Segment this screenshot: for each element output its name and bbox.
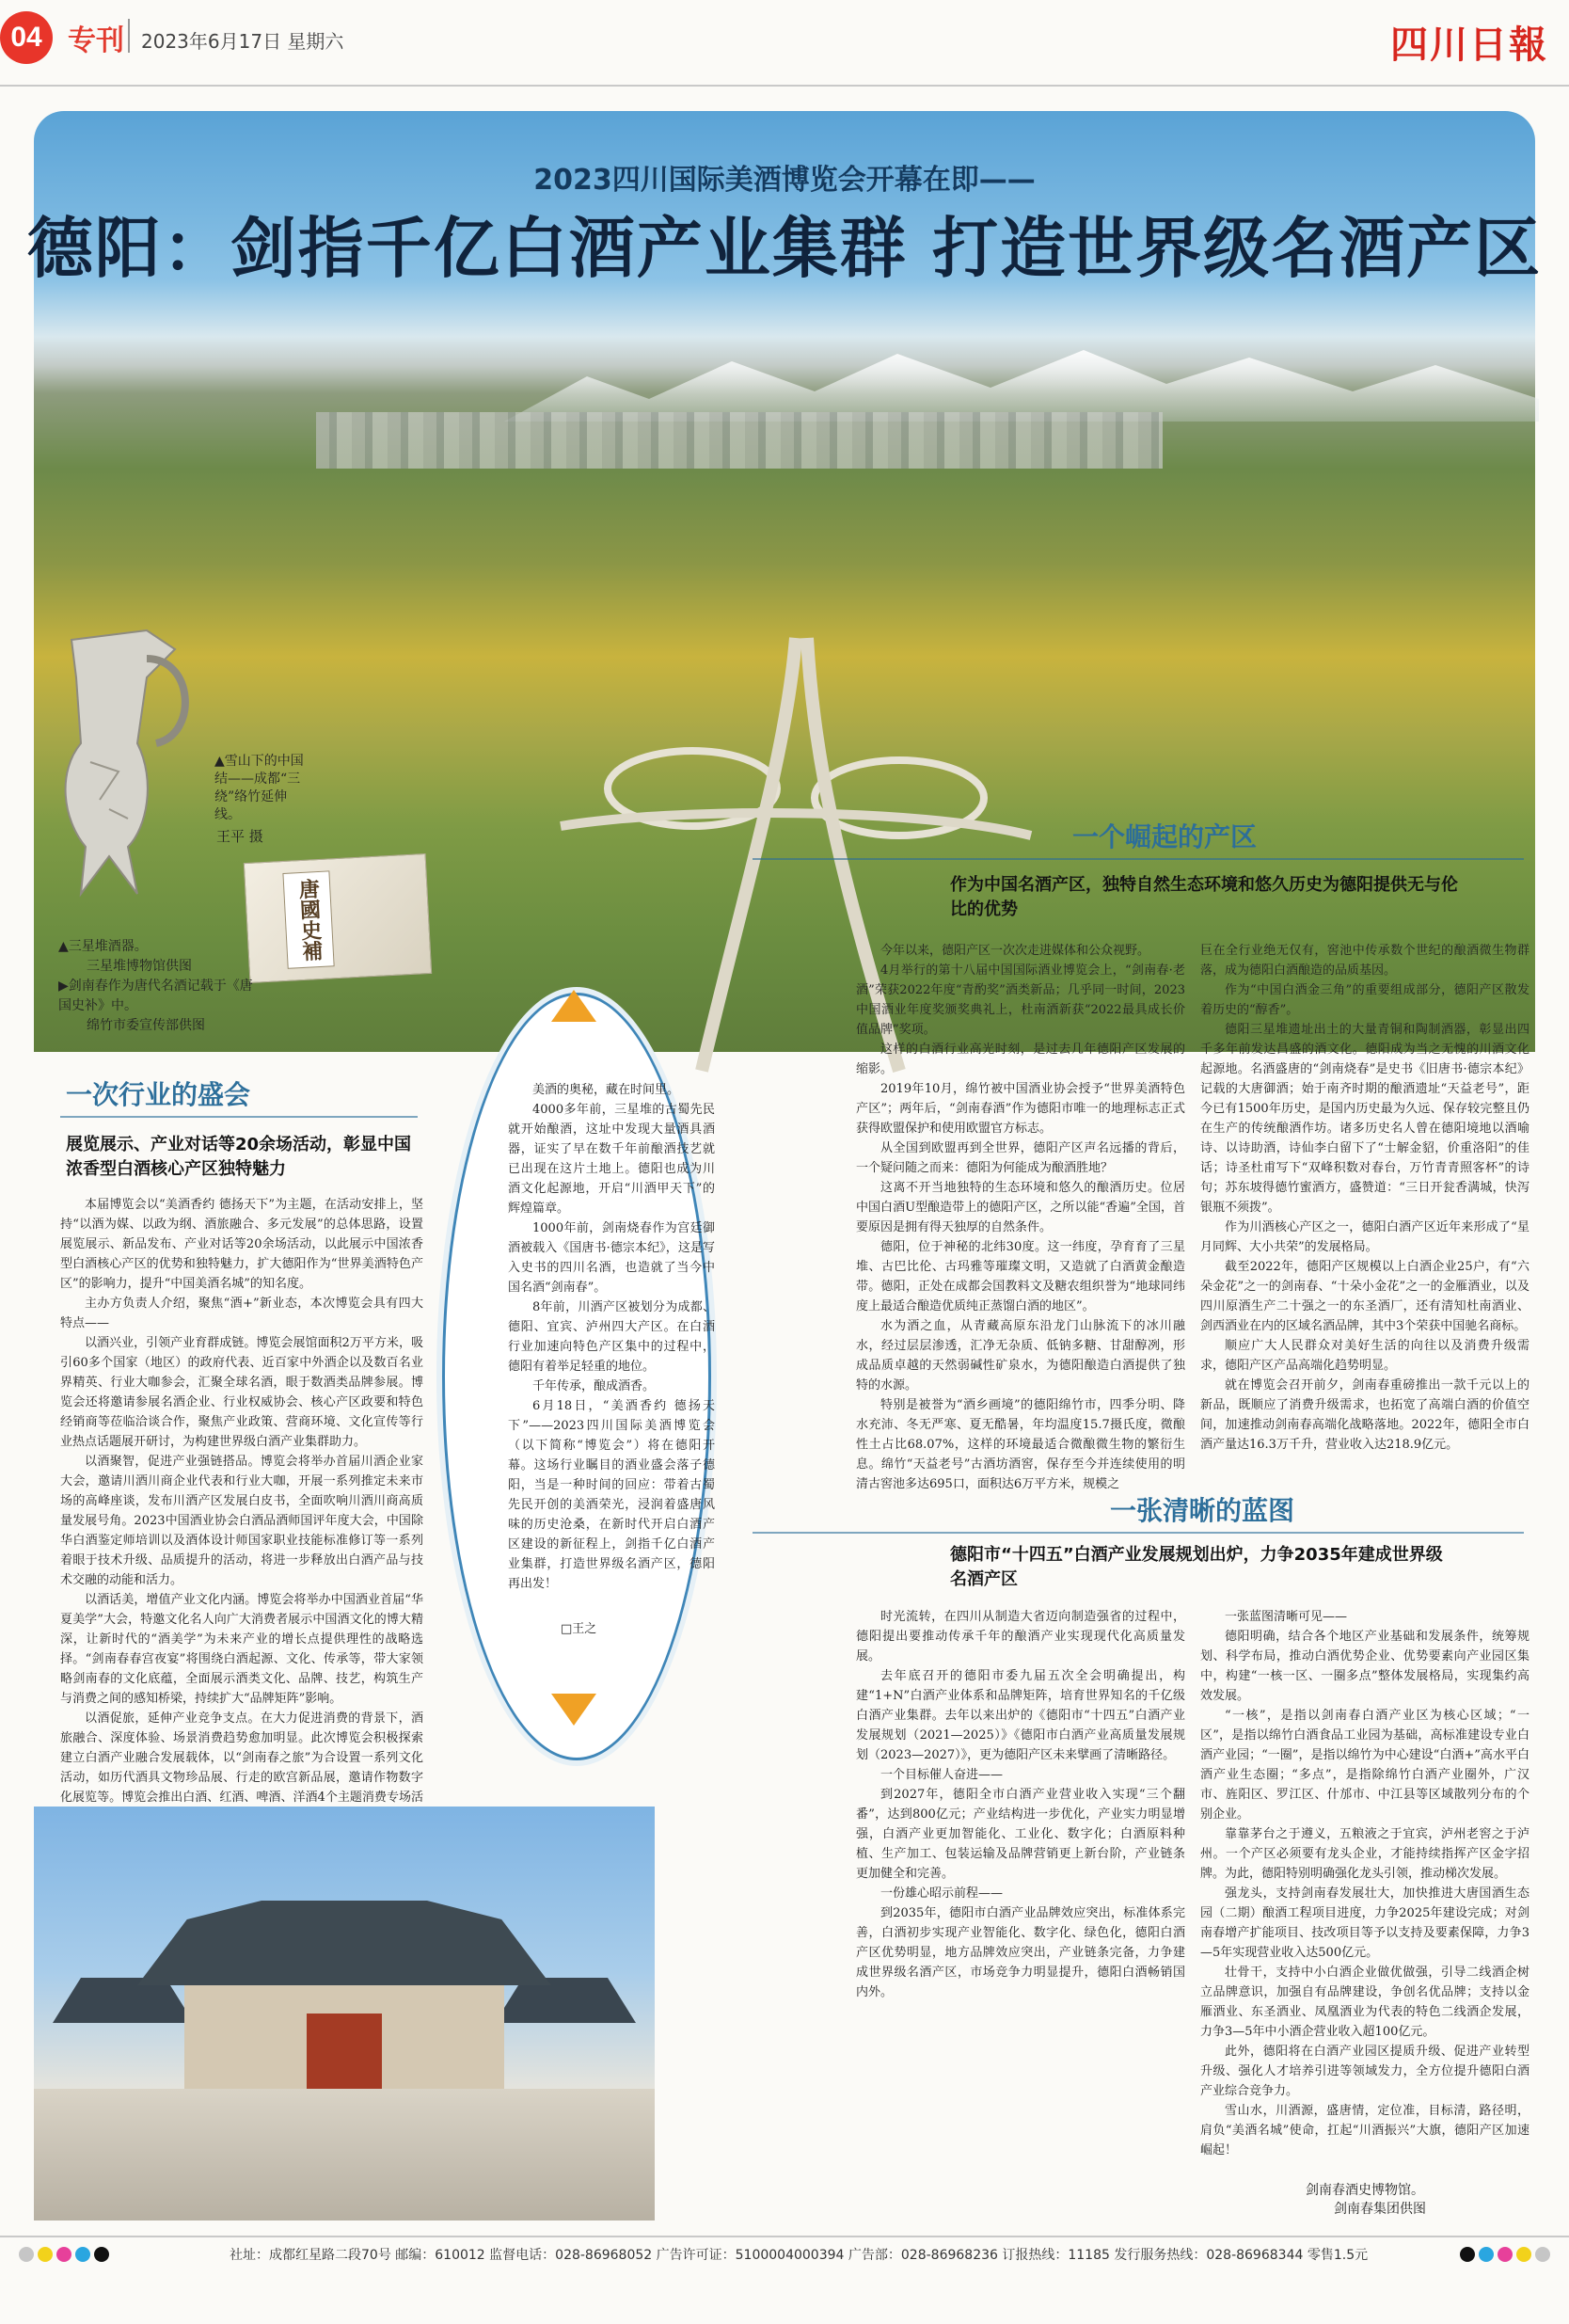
section-3-column-b xyxy=(1200,1607,1529,2172)
registration-dot xyxy=(1535,2247,1550,2262)
paragraph: 截至2022年，德阳产区规模以上白酒企业25户，有“六朵金花”之一的剑南春、“十朵小金花”之一的金雁酒业，以及四川原酒生产二十强之一的东圣酒厂，还有清知杜南酒业、剑西酒业在内的区域名酒品牌，其中3个荣获中国驰名商标。 xyxy=(1200,1260,1529,1333)
paragraph: 这离不开当地独特的生态环境和悠久的酿酒历史。位居中国白酒U型酿造带上的德阳产区，之所以能“香遍”全国，首要原因是拥有得天独厚的自然条件。 xyxy=(856,1181,1185,1234)
paragraph: 到2027年，德阳全市白酒产业营业收入实现“三个翻番”，达到800亿元；产业结构进一步优化，产业实力明显增强，白酒产业更加智能化、工业化、数字化；白酒原料种植、生产加工、包装运输及品牌营销更上新台阶，产业链条更加健全和完善。 xyxy=(856,1788,1185,1881)
tang-guoshibu-book-image xyxy=(244,853,432,983)
paragraph: 德阳明确，结合各个地区产业基础和发展条件，统筹规划、科学布局，推动白酒优势企业、优势要素向产业园区集中，构建“一核一区、一圈多点”整体发展格局，实现集约高效发展。 xyxy=(1200,1630,1529,1703)
section-1-rule xyxy=(60,1116,418,1118)
paragraph: 到2035年，德阳市白酒产业品牌效应突出，标准体系完善，白酒初步实现产业智能化、数字化、绿色化，德阳白酒产区优势明显，地方品牌效应突出，产业链条完备，力争建成世界级名酒产区，市场竞争力明显提升，德阳白酒畅销国内外。 xyxy=(856,1906,1185,1999)
paragraph: 此外，德阳将在白酒产业园区提质升级、促进产业转型升级、强化人才培养引进等领域发力，全方位提升德阳白酒产业综合竞争力。 xyxy=(1200,2045,1529,2098)
artifact-caption-1: ▲三星堆酒器。 xyxy=(58,939,148,954)
paragraph: 本届博览会以“美酒香约 德扬天下”为主题，在活动安排上，坚持“以酒为媒、以政为纲、酒旅融合、多元发展”的总体思路，设置展览展示、新品发布、产业对话等20余场活动，以此展示中国浓香型白酒核心产区的优势和独特魅力，扩大德阳作为“世界美酒特色产区”的影响力，提升“中国美酒名城”的知名度。 xyxy=(60,1198,423,1291)
section-3-subhead: 德阳市“十四五”白酒产业发展规划出炉，力争2035年建成世界级名酒产区 xyxy=(950,1545,1443,1589)
museum-door xyxy=(307,2014,382,2089)
paragraph: 2019年10月，绵竹被中国酒业协会授予“世界美酒特色产区”；两年后，“剑南春酒”作为德阳市唯一的地理标志正式获得欧盟保护和使用欧盟官方标志。 xyxy=(856,1082,1185,1136)
museum-caption-text: 剑南春酒史博物馆。 xyxy=(1306,2183,1424,2198)
paragraph: 德阳，位于神秘的北纬30度。这一纬度，孕育育了三星堆、古巴比伦、古玛雅等璀璨文明，又造就了白酒黄金酿造带。德阳，正处在成都会国教料文及糖农组织誉为“地球同纬度上最适合酿造优质纯正蒸馏白酒的地区”。 xyxy=(856,1240,1185,1313)
paragraph: 美酒的奥秘，藏在时间里。 xyxy=(532,1083,680,1097)
wine-museum-photo xyxy=(34,1807,655,2221)
section-2-title: 一个崛起的产区 xyxy=(1072,821,1258,852)
paragraph: 以酒话美，增值产业文化内涵。博览会将举办中国酒业首届“华夏美学”大会，特邀文化名人向广大消费者展示中国酒文化的博大精深，让新时代的“酒美学”为未来产业的增长点提供理性的战略选择。“剑南春春宫夜宴”将围绕白酒起源、文化、传承等，带大家领略剑南春的文化底蕴，全面展示酒类文化、品牌、技艺，构筑生产与消费之间的感知桥梁，持续扩大“品牌矩阵”影响。 xyxy=(60,1593,423,1706)
registration-dot xyxy=(1479,2247,1494,2262)
paragraph: 6月18日，“美酒香约 德扬天下”——2023四川国际美酒博览会（以下简称“博览会”）将在德阳开幕。这场行业瞩目的酒业盛会落子德阳，当是一种时间的回应：带着古蜀先民开创的美酒荣光，浸润着盛唐风味的历史沧桑，在新时代开启白酒产区建设的新征程上，剑指千亿白酒产业集群，打造世界级名酒产区，德阳再出发！ xyxy=(508,1399,715,1591)
issue-date: 2023年6月17日 星期六 xyxy=(141,30,344,53)
section-3-title: 一张清晰的蓝图 xyxy=(1110,1495,1295,1526)
museum-plaza xyxy=(34,2089,655,2221)
artifact-credit-1: 三星堆博物馆供图 xyxy=(87,959,192,974)
lead-essay xyxy=(508,1080,715,1594)
paragraph: 4000多年前，三星堆的古蜀先民就开始酿酒，这址中发现大量酒具酒器，证实了早在数千年前酿酒技艺就已出现在这片土地上。德阳也成为川酒文化起源地，开启“川酒甲天下”的辉煌篇章。 xyxy=(508,1103,715,1216)
paragraph: 一个目标催人奋进—— xyxy=(880,1768,1004,1782)
main-headline: 德阳：剑指千亿白酒产业集群 打造世界级名酒产区 xyxy=(26,210,1543,287)
museum-caption xyxy=(1306,2181,1426,2219)
page-header xyxy=(0,0,1569,87)
paragraph: 水为酒之血，从青藏高原东沿龙门山脉流下的冰川融水，经过层层渗透，汇净无杂质、低钠多糖、甘甜醇冽，形成品质卓越的天然弱碱性矿泉水，为德阳酿造白酒提供了独特的水源。 xyxy=(856,1319,1185,1393)
section-label: 专刊 xyxy=(68,24,124,57)
paragraph: 雪山水，川酒源，盛唐情，定位准，目标清，路径明，肩负“美酒名城”使命，扛起“川酒振兴”大旗，德阳产区加速崛起！ xyxy=(1200,2104,1529,2157)
paragraph: 主办方负责人介绍，聚焦“酒+”新业态，本次博览会具有四大特点—— xyxy=(60,1297,423,1330)
paragraph: 今年以来，德阳产区一次次走进媒体和公众视野。 xyxy=(880,944,1150,958)
artifact-caption-2: ▶剑南春作为唐代名酒记载于《唐国史补》中。 xyxy=(58,979,253,1013)
masthead-logo: 四川日報 xyxy=(1390,23,1548,67)
paragraph: 1000年前，剑南烧春作为宫廷御酒被载入《国唐书·德宗本纪》，这是写入史书的四川名酒，也造就了当今中国名酒“剑南春”。 xyxy=(508,1221,715,1295)
paragraph: 一张蓝图清晰可见—— xyxy=(1225,1610,1348,1624)
section-2-column-b xyxy=(1200,941,1529,1468)
section-1-subhead: 展览展示、产业对话等20余场活动，彰显中国浓香型白酒核心产区独特魅力 xyxy=(66,1135,412,1179)
paragraph: 靠靠茅台之于遵义，五粮液之于宜宾，泸州老窖之于泸州。一个产区必须要有龙头企业，才能持续指挥产区金字招牌。为此，德阳特别明确强化龙头引领，推动梯次发展。 xyxy=(1200,1827,1529,1881)
museum-roof xyxy=(137,1891,551,1985)
city-skyline xyxy=(316,412,1163,469)
section-2-column-a xyxy=(856,941,1185,1491)
section-3-column-a xyxy=(856,1607,1185,2172)
snow-mountains xyxy=(504,346,1539,422)
paragraph: “一核”，是指以剑南春白酒产业区为核心区域；“一区”，是指以绵竹白酒食品工业园为基础，高标准建设专业白酒产业园；“一圈”，是指以绵竹为中心建设“白酒+”高水平白酒产业生态圈；“多点”，是指除绵竹白酒产业圈外，广汉市、旌阳区、罗江区、什邡市、中江县等区域散列分布的个别企业。 xyxy=(1200,1709,1529,1822)
registration-dot xyxy=(38,2247,53,2262)
registration-dot xyxy=(19,2247,34,2262)
registration-dot xyxy=(94,2247,109,2262)
paragraph: 4月举行的第十八届中国国际酒业博览会上，“剑南春·老酒”荣获2022年度“青酌奖”酒类新品；几乎同一时间，2023中国酒业年度奖颁奖典礼上，杜南酒新获“2022最具成长价值品牌”奖项。 xyxy=(856,963,1185,1037)
paragraph: 特别是被誉为“酒乡画境”的德阳绵竹市，四季分明、降水充沛、冬无严寒、夏无酷暑，年均温度15.7摄氏度，微酿性土占比68.07%，这样的环境最适合微酿微生物的繁衍生息。绵竹“天益老号”古酒坊酒窖，保存至今并连续使用的明清古窖池多达695口，面积达6万平方米，规模之 xyxy=(856,1398,1185,1491)
paragraph: 时光流转，在四川从制造大省迈向制造强省的过程中，德阳提出要推动传承千年的酿酒产业实现现代化高质量发展。 xyxy=(856,1610,1185,1663)
ornament-triangle-bottom xyxy=(551,1694,596,1726)
section-3-rule xyxy=(753,1532,1524,1534)
paragraph: 从全国到欧盟再到全世界，德阳产区声名远播的背后，一个疑问随之而来：德阳为何能成为酿酒胜地？ xyxy=(856,1141,1185,1175)
artifact-captions xyxy=(58,937,265,1036)
registration-dot xyxy=(1516,2247,1531,2262)
paragraph: 以酒兴业，引领产业育群成链。博览会展馆面积2万平方米，吸引60多个国家（地区）的政府代表、近百家中外酒企以及数百名业界精英、行业大咖参会，汇聚全球名酒，眼于数酒类品牌参展。博览会还将邀请参展名酒企业、行业权威协会、核心产区政要和特色经销商等莅临洽谈合作，聚焦产业政策、营商环境、文化宣传等行业热点话题展开研讨，为构建世界级白酒产业集群助力。 xyxy=(60,1336,423,1449)
section-1-title: 一次行业的盛会 xyxy=(66,1079,251,1110)
header-divider xyxy=(128,19,130,53)
color-registration-dots-right xyxy=(1460,2247,1554,2266)
paragraph: 就在博览会召开前夕，剑南春重磅推出一款千元以上的新品，既顺应了消费升级需求，也拓宽了高端白酒的价值空间，加速推动剑南春高端化战略落地。2022年，德阳全市白酒产量达16.3万千升，营业收入达218.9亿元。 xyxy=(1200,1378,1529,1452)
paragraph: 千年传承，酿成酒香。 xyxy=(532,1379,656,1393)
paragraph: 这样的白酒行业高光时刻，是过去几年德阳产区发展的缩影。 xyxy=(856,1043,1185,1076)
book-title: 唐國史補 xyxy=(282,870,334,968)
ornament-triangle-top xyxy=(551,990,596,1022)
paragraph: 顺应广大人民群众对美好生活的向往以及消费升级需求，德阳产区产品高端化趋势明显。 xyxy=(1200,1339,1529,1373)
registration-dot xyxy=(1460,2247,1475,2262)
paragraph: 8年前，川酒产区被划分为成都、德阳、宜宾、泸州四大产区。在白酒行业加速向特色产区集中的过程中，德阳有着举足轻重的地位。 xyxy=(508,1300,715,1374)
hero-photo-credit: 王平 摄 xyxy=(216,828,263,845)
paragraph: 壮骨干，支持中小白酒企业做优做强，引导二线酒企树立品牌意识，加强自有品牌建设，争创名优品牌；支持以金雁酒业、东圣酒业、凤凰酒业为代表的特色二线酒企发展，力争3—5年中小酒企营业收入超100亿元。 xyxy=(1200,1966,1529,2039)
paragraph: 以酒促旅，延伸产业竞争支点。在大力促进消费的背景下，酒旅融合、深度体验、场景消费趋势愈加明显。此次博览会积极探索建立白酒产业融合发展载体，以“剑南春之旅”为合设置一系列文化活动，如历代酒具文物珍品展、行走的欧宫新品展，邀请作物数字化展览等。博览会推出白酒、红酒、啤酒、洋酒4个主题消费专场活 xyxy=(60,1711,423,1805)
page-footer xyxy=(0,2236,1569,2268)
registration-dot xyxy=(1498,2247,1513,2262)
paragraph: 巨在全行业绝无仅有，窖池中传承数个世纪的酿酒微生物群落，成为德阳白酒酿造的品质基因。 xyxy=(1200,944,1529,978)
section-2-rule xyxy=(753,858,1524,860)
registration-dot xyxy=(75,2247,90,2262)
sanxingdui-wine-vessel-image xyxy=(34,621,203,903)
paragraph: 作为川酒核心产区之一，德阳白酒产区近年来形成了“星月同辉、大小共荣”的发展格局。 xyxy=(1200,1220,1529,1254)
header-rule xyxy=(0,85,1569,87)
artifact-credit-2: 绵竹市委宣传部供图 xyxy=(87,1018,205,1033)
paragraph: 德阳三星堆遗址出土的大量青铜和陶制酒器，彰显出四千多年前发达昌盛的酒文化。德阳成为当之无愧的川酒文化起源地。名酒盛唐的“剑南烧春”是史书《旧唐书·德宗本纪》记载的大唐御酒；始于南齐时期的酿酒遗址“天益老号”，距今已有1500年历史，是国内历史最为久远、保存较完整且仍在生产的传统酿酒作坊。诸多历史名人曾在德阳境地以酒喻诗、以诗助酒，诗仙李白留下了“士解金貂，价重洛阳”的佳话；诗圣杜甫写下“双峰积数对春台，万竹青青照客杯”的诗句；苏东坡得德竹蜜酒方，盛赞道：“三日开瓮香满城，快泻银瓶不须拨”。 xyxy=(1200,1023,1529,1215)
essay-author: □王之 xyxy=(561,1622,597,1636)
color-registration-dots-left xyxy=(19,2247,113,2266)
footer-contact-info: 社址：成都红星路二段70号 邮编：610012 监督电话：028-86968052 广告许可证：5100004000394 广告部：028-86968236 订报热线：11185 发行服务热线：028-86968344 零售1.5元 xyxy=(230,2248,1369,2263)
paragraph: 一份雄心昭示前程—— xyxy=(880,1886,1004,1901)
page-number-badge: 04 xyxy=(0,11,53,64)
section-2-subhead: 作为中国名酒产区，独特自然生态环境和悠久历史为德阳提供无与伦比的优势 xyxy=(950,875,1458,919)
paragraph: 作为“中国白酒金三角”的重要组成部分，德阳产区散发着历史的“醇香”。 xyxy=(1200,983,1529,1017)
paragraph: 去年底召开的德阳市委九届五次全会明确提出，构建“1+N”白酒产业体系和品牌矩阵，培育世界知名的千亿级白酒产业集群。去年以来出炉的《德阳市“十四五”白酒产业发展规划（2021—2025）》《德阳市白酒产业高质量发展规划（2023—2027）》，更为德阳产区未来擘画了清晰路径。 xyxy=(856,1669,1185,1762)
paragraph: 强龙头，支持剑南春发展壮大，加快推进大唐国酒生态园（二期）酿酒工程项目进度，力争2025年建设完成；对剑南春增产扩能项目、技改项目等予以支持及要素保障，力争3—5年实现营业收入达500亿元。 xyxy=(1200,1886,1529,1960)
kicker-headline: 2023四川国际美酒博览会开幕在即—— xyxy=(533,164,1036,197)
museum-credit: 剑南春集团供图 xyxy=(1334,2202,1426,2217)
registration-dot xyxy=(56,2247,71,2262)
paragraph: 以酒聚智，促进产业强链搭品。博览会将举办首届川酒企业家大会，邀请川酒川商企业代表和行业大咖，开展一系列推定未来市场的高峰座谈，发布川酒产区发展白皮书，全面吹响川酒川商高质量发展号角。2023中国酒业协会白酒品酒师国评年度大会，中国除华白酒鉴定师培训以及酒体设计师国家职业技能标准修订等一系列着眼于技术升级、品质提升的活动，将进一步释放出白酒产品与技术交融的动能和活力。 xyxy=(60,1455,423,1587)
hero-photo-caption: ▲雪山下的中国结——成都“三绕”络竹延伸线。 xyxy=(214,754,304,822)
